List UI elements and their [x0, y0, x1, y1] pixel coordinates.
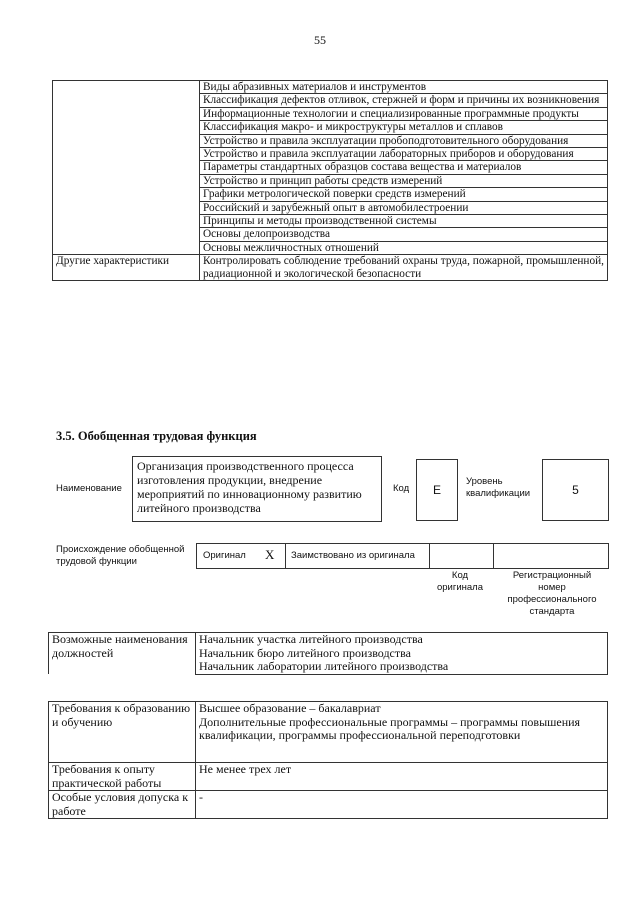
reg-number-caption: Регистрационный номер профессионального стандарта	[507, 570, 597, 617]
knowledge-item: Виды абразивных материалов и инструментов	[200, 81, 608, 94]
requirements-table	[48, 701, 608, 819]
page-number: 55	[314, 33, 326, 47]
level-value-box: 5	[542, 459, 609, 521]
positions-table	[48, 632, 608, 675]
origin-divider	[493, 544, 494, 568]
experience-value: Не менее трех лет	[196, 763, 608, 791]
other-characteristics-value: Контролировать соблюдение требований охраны труда, пожарной, промышленной, радиационной и экологической безопасности	[200, 255, 608, 281]
section-title: 3.5. Обобщенная трудовая функция	[56, 429, 257, 443]
special-conditions-label: Особые условия допуска к работе	[49, 791, 196, 819]
knowledge-item: Информационные технологии и специализированные программные продукты	[200, 107, 608, 120]
knowledge-label-cell	[53, 81, 200, 255]
name-label: Наименование	[56, 483, 122, 494]
special-conditions-value: -	[196, 791, 608, 819]
level-label: Уровень квалификации	[466, 476, 531, 499]
education-cell	[196, 702, 608, 763]
origin-divider	[285, 544, 286, 568]
knowledge-item: Устройство и правила эксплуатации лабораторных приборов и оборудования	[200, 148, 608, 161]
knowledge-item: Устройство и правила эксплуатации пробоподготовительного оборудования	[200, 134, 608, 147]
knowledge-item: Основы делопроизводства	[200, 228, 608, 241]
original-mark: X	[265, 547, 275, 562]
position-item: Начальник участка литейного производства	[196, 633, 608, 647]
origin-label: Происхождение обобщенной трудовой функции	[56, 544, 185, 567]
knowledge-item: Классификация дефектов отливок, стержней и форм и причины их возникновения	[200, 94, 608, 107]
knowledge-item: Графики метрологической поверки средств измерений	[200, 188, 608, 201]
education-line: Высшее образование – бакалавриат	[199, 701, 381, 715]
education-label: Требования к образованию и обучению	[49, 702, 196, 763]
knowledge-item: Принципы и методы производственной системы	[200, 215, 608, 228]
other-characteristics-label: Другие характеристики	[53, 255, 200, 281]
origin-divider	[429, 544, 430, 568]
knowledge-item: Российский и зарубежный опыт в автомобилестроении	[200, 201, 608, 214]
knowledge-item: Параметры стандартных образцов состава вещества и материалов	[200, 161, 608, 174]
experience-label: Требования к опыту практической работы	[49, 763, 196, 791]
code-original-caption: Код оригинала	[436, 570, 483, 593]
position-item: Начальник бюро литейного производства	[196, 647, 608, 661]
position-item: Начальник лаборатории литейного производства	[196, 660, 608, 674]
code-value-box: E	[416, 459, 458, 521]
borrowed-label: Заимствовано из оригинала	[291, 550, 415, 561]
positions-label: Возможные наименования должностей	[49, 633, 196, 675]
education-line: Дополнительные профессиональные программы – программы повышения квалификации, программы профессиональной переподготовки	[199, 714, 581, 742]
knowledge-item: Основы межличностных отношений	[200, 241, 608, 254]
knowledge-item: Классификация макро- и микроструктуры металлов и сплавов	[200, 121, 608, 134]
function-name-box: Организация производственного процесса изготовления продукции, внедрение мероприятий по инновационному развитию литейного производства	[132, 456, 382, 522]
original-label: Оригинал	[203, 550, 246, 561]
origin-row	[196, 543, 609, 569]
code-label: Код	[393, 483, 410, 494]
knowledge-item: Устройство и принцип работы средств измерений	[200, 174, 608, 187]
knowledge-table	[52, 80, 608, 281]
